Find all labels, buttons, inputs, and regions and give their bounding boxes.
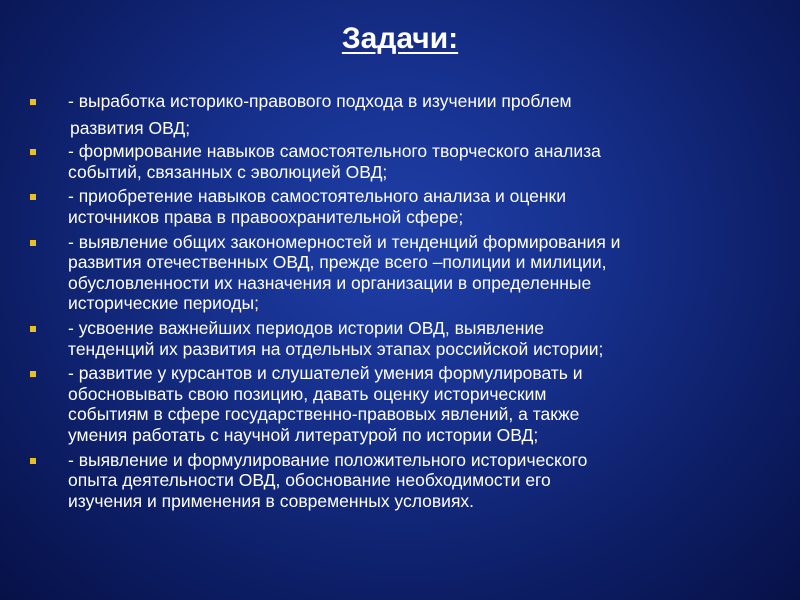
list-item — [24, 141, 784, 182]
square-bullet-icon — [30, 326, 36, 332]
list-item — [24, 91, 784, 138]
list-item-line: опыта деятельности ОВД, обоснование необходимости его — [68, 470, 551, 491]
list-item-line: - приобретение навыков самостоятельного анализа и оценки — [68, 186, 566, 207]
square-bullet-icon — [30, 194, 36, 200]
list-item-line: тенденций их развития на отдельных этапах российской истории; — [68, 338, 604, 359]
square-bullet-icon — [30, 371, 36, 377]
list-item-line: источников права в правоохранительной сфере; — [68, 206, 464, 227]
list-item-line: - выявление общих закономерностей и тенденций формирования и — [68, 231, 621, 252]
list-item-line: - выработка историко-правового подхода в изучении проблем — [68, 91, 572, 111]
list-item-line: обусловленности их назначения и организации в определенные — [68, 272, 592, 293]
task-list — [24, 91, 784, 515]
slide-title: Задачи: — [341, 22, 459, 55]
list-item — [24, 186, 784, 227]
list-item-line: изучения и применения в современных условиях. — [68, 490, 475, 511]
list-item-line: - развитие у курсантов и слушателей умения формулировать и — [68, 363, 583, 384]
square-bullet-icon — [30, 99, 36, 105]
list-item — [24, 318, 784, 359]
list-item — [24, 232, 784, 314]
list-item-line: - усвоение важнейших периодов истории ОВД, выявление — [68, 317, 544, 338]
list-item-line: развития отечественных ОВД, прежде всего –полиции и милиции, — [68, 252, 607, 273]
list-item — [24, 450, 784, 512]
square-bullet-icon — [30, 149, 36, 155]
square-bullet-icon — [30, 458, 36, 464]
square-bullet-icon — [30, 240, 36, 246]
list-item-line: умения работать с научной литературой по истории ОВД; — [68, 424, 539, 445]
list-item-line: - формирование навыков самостоятельного творческого анализа — [68, 141, 601, 162]
list-item-line: - выявление и формулирование положительного исторического — [68, 449, 588, 470]
list-item-line: событиям в сфере государственно-правовых явлений, а также — [68, 404, 580, 425]
list-item-line: развития ОВД; — [70, 117, 191, 138]
list-item-line: событий, связанных с эволюцией ОВД; — [68, 161, 388, 182]
list-item — [24, 363, 784, 445]
list-item-line: обосновывать свою позицию, давать оценку историческим — [68, 383, 547, 404]
list-item-line: исторические периоды; — [68, 293, 259, 314]
